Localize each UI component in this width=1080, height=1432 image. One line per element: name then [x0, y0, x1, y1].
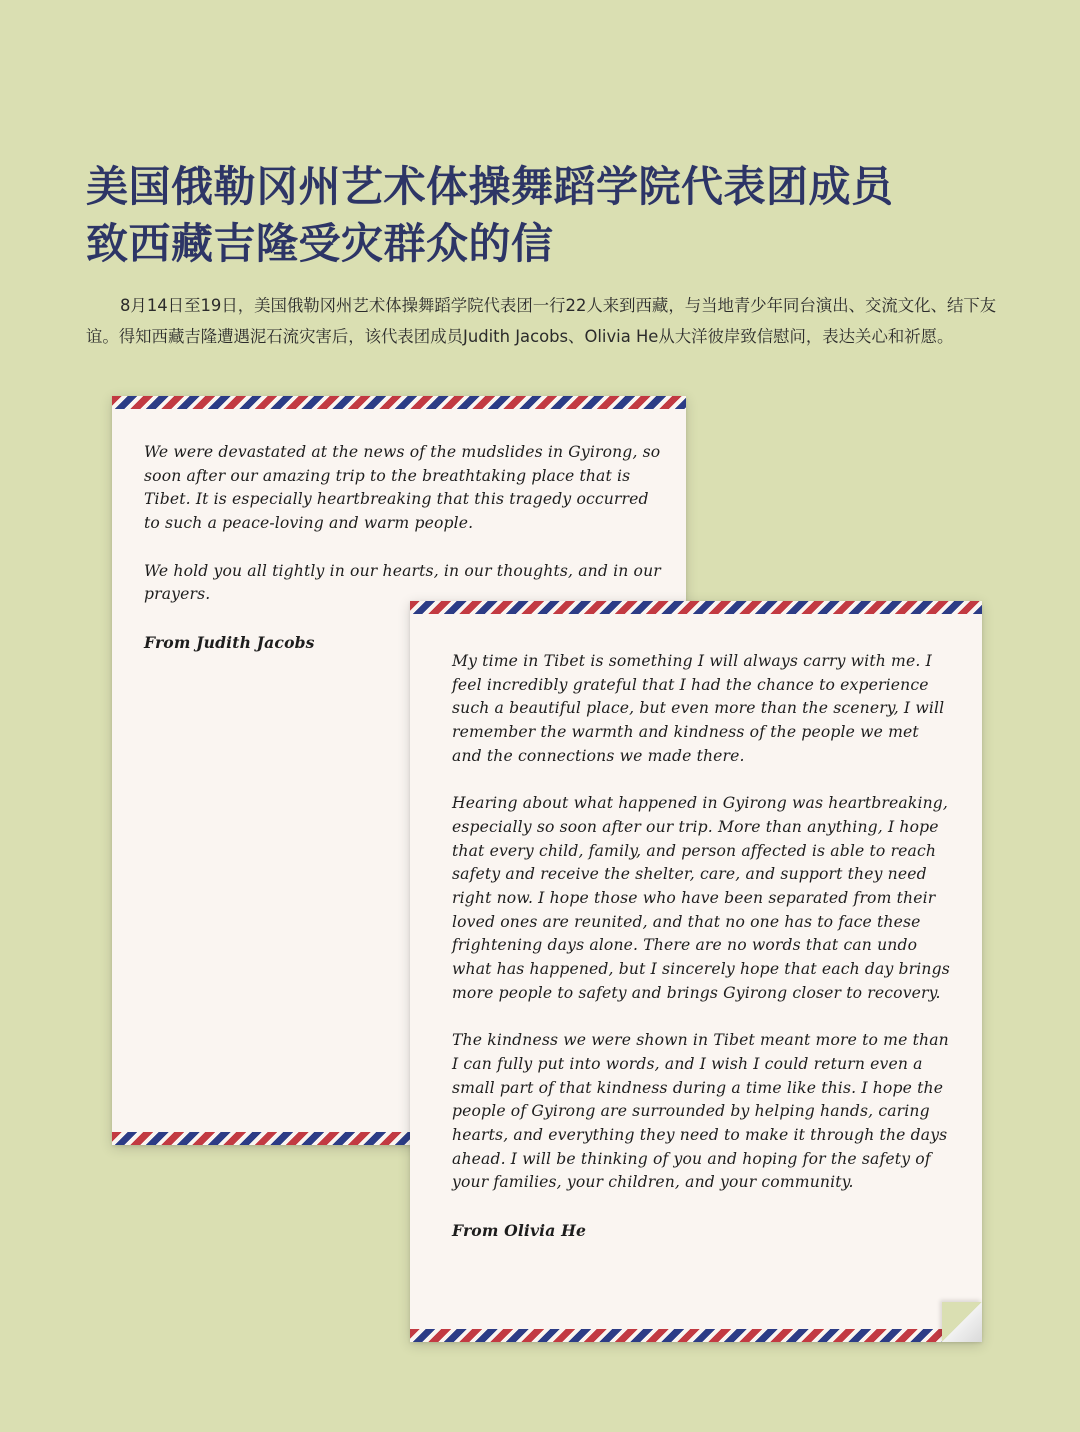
page-curl-corner	[942, 1302, 982, 1342]
letter-signature: From Olivia He	[452, 1220, 587, 1240]
intro-paragraph: 8月14日至19日，美国俄勒冈州艺术体操舞蹈学院代表团一行22人来到西藏，与当地青少年同台演出、交流文化、结下友谊。得知西藏吉隆遭遇泥石流灾害后，该代表团成员Judith Jacobs、Olivia He从大洋彼岸致信慰问，表达关心和祈愿。	[86, 296, 997, 346]
headline-line-1: 美国俄勒冈州艺术体操舞蹈学院代表团成员	[86, 162, 894, 211]
airmail-border-bottom	[410, 1329, 982, 1342]
airmail-border-top	[410, 601, 982, 614]
letter-paragraph: We were devastated at the news of the mudslides in Gyirong, so soon after our amazing trip to the breathtaking place that is Tibet. It is especially heartbreaking that this tragedy occurred to such a peace-loving and warm people.	[144, 443, 661, 533]
letter-paragraph: My time in Tibet is something I will always carry with me. I feel incredibly grateful that I had the chance to experience such a beautiful place, but even more than the scenery, I will remember the warmth and kindness of the people we met and the connections we made there.	[452, 652, 945, 765]
airmail-border-top	[112, 396, 686, 409]
letter-signature: From Judith Jacobs	[144, 632, 315, 652]
letter-body	[452, 650, 952, 1243]
letter-olivia-he	[410, 601, 982, 1342]
headline-line-2: 致西藏吉隆受灾群众的信	[86, 219, 554, 268]
letter-paragraph: We hold you all tightly in our hearts, in our thoughts, and in our prayers.	[144, 561, 661, 604]
letter-paragraph: Hearing about what happened in Gyirong was heartbreaking, especially so soon after our trip. More than anything, I hope that every child, family, and person affected is able to reach safety and receive the shelter, care, and support they need right now. I hope those who have been separated from their loved ones are reunited, and that no one has to face these frightening days alone. There are no words that can undo what has happened, but I sincerely hope that each day brings more people to safety and brings Gyirong closer to recovery.	[452, 794, 950, 1002]
letter-paragraph: The kindness we were shown in Tibet meant more to me than I can fully put into words, and I wish I could return even a small part of that kindness during a time like this. I hope the people of Gyirong are surrounded by helping hands, caring hearts, and everything they need to make it through the days ahead. I will be thinking of you and hoping for the safety of your families, your children, and your community.	[452, 1031, 949, 1192]
page-headline	[86, 158, 1046, 272]
